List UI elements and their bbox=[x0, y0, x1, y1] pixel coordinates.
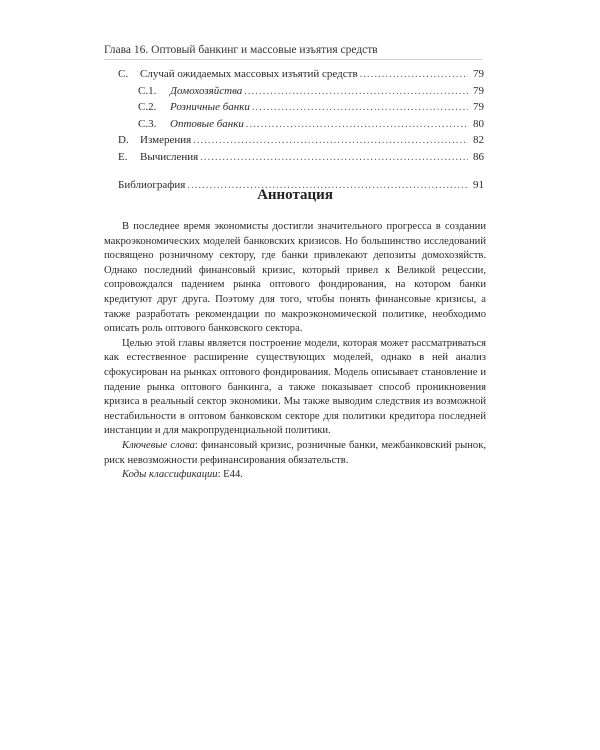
toc-item-c1[interactable] bbox=[118, 83, 484, 100]
toc-page: 79 bbox=[473, 68, 484, 80]
toc-number: E. bbox=[118, 150, 128, 163]
toc-leader bbox=[200, 150, 468, 167]
keywords-text: : финансовый кризис, розничные банки, межбанковский рынок, риск невозможности рефинансирования обязательств. bbox=[104, 439, 487, 466]
classification-line bbox=[104, 468, 486, 483]
classification-text: : E44. bbox=[217, 469, 243, 481]
toc-page: 82 bbox=[473, 134, 484, 146]
toc-item-c2[interactable] bbox=[118, 99, 484, 116]
toc-title: Домохозяйства bbox=[170, 84, 243, 97]
toc-page: 80 bbox=[473, 117, 484, 130]
toc-item-e[interactable] bbox=[118, 149, 484, 166]
abstract-body bbox=[104, 220, 486, 483]
toc-page: 79 bbox=[473, 84, 484, 97]
toc-leader bbox=[252, 100, 468, 117]
toc-leader bbox=[246, 117, 468, 134]
toc-number: C. bbox=[118, 68, 129, 80]
abstract-heading: Аннотация bbox=[257, 187, 333, 203]
toc-number: C.1. bbox=[138, 84, 157, 97]
toc-number: C.2. bbox=[138, 101, 157, 113]
toc-title: Случай ожидаемых массовых изъятий средств bbox=[140, 68, 358, 80]
running-header: Глава 16. Оптовый банкинг и массовые изъятия средств bbox=[104, 43, 482, 60]
toc-leader bbox=[244, 84, 468, 101]
toc-leader bbox=[360, 67, 468, 84]
toc-item-d[interactable] bbox=[118, 132, 484, 149]
toc-page: 91 bbox=[473, 179, 484, 191]
abstract-paragraph: Целью этой главы является построение модели, которая может рассматриваться как естественное расширение существующих моделей, однако в ней анализ сфокусирован на рынках оптового фондирования. Модель описывает становление и падение рынка оптового банкинга, а также показывает способ проникновения кризиса в реальный сектор экономики. Мы также выводим следствия из возможной нестабильности в оптовом банковском секторе для политики кредитора последней инстанции и для макропруденциальной политики. bbox=[104, 337, 486, 437]
toc-number: C.3. bbox=[138, 117, 157, 130]
toc-leader bbox=[193, 133, 468, 150]
toc-title: Библиография bbox=[118, 179, 186, 191]
keywords-line bbox=[104, 439, 486, 468]
toc-title: Измерения bbox=[140, 134, 192, 146]
classification-label: Коды классификации bbox=[122, 469, 218, 481]
keywords-label: Ключевые слова bbox=[122, 439, 195, 451]
toc-number: D. bbox=[118, 134, 129, 146]
toc-title: Оптовые банки bbox=[170, 117, 244, 130]
toc-title: Вычисления bbox=[140, 150, 199, 163]
toc-page: 79 bbox=[473, 101, 484, 113]
table-of-contents bbox=[118, 66, 484, 194]
toc-item-c3[interactable] bbox=[118, 116, 484, 133]
abstract-paragraph: В последнее время экономисты достигли значительного прогресса в создании макроэкономических моделей банковских кризисов. Но большинство исследований посвящено розничному сектору, где банки привлекают депозиты домохозяйств. Однако последний финансовый кризис, который привел к Великой рецессии, сопровождался падением рынка оптового фондирования, на котором банки кредитуют друг друга. Поэтому для того, чтобы понять финансовые кризисы, а также разработать рекомендации по макроэкономической политике, необходимо описать роль оптового банковского сектора. bbox=[104, 221, 486, 335]
toc-page: 86 bbox=[473, 150, 484, 163]
toc-title: Розничные банки bbox=[170, 101, 250, 113]
toc-item-c[interactable] bbox=[118, 66, 484, 83]
